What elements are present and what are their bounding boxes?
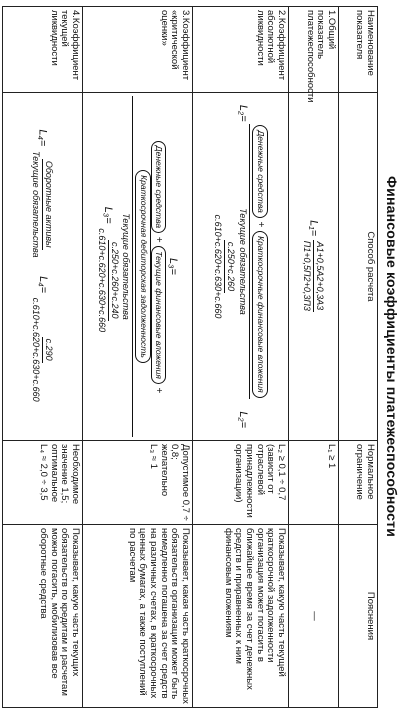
word-denominator: Текущие обязательства: [31, 151, 41, 258]
norm-text: (зависит от отраслевой принадлежности организации): [233, 444, 277, 518]
word-fraction: [31, 149, 54, 260]
formula-cell: [193, 93, 289, 441]
row-name: 4.Коэффициент текущей ликвидности: [3, 7, 83, 93]
page-title: Финансовые коэффициенты платежеспособности: [384, 175, 400, 538]
formula-lhs: L₄=: [36, 129, 49, 147]
formula-denominator: П1+0,5П2+0,3П3: [302, 240, 312, 311]
paren-group: Денежные средства: [151, 141, 167, 234]
formula-cell: [3, 93, 83, 441]
formula-numerator: с.290: [42, 337, 54, 363]
table-row: [3, 7, 83, 708]
note-cell: Показывает, какую часть текущей краткосрочной задолженности организация может погасить в ближайшее время за счет денежных средств и приравненных к ним финансовым вложениям: [193, 525, 289, 708]
formula-cell: [289, 93, 339, 441]
formula-lhs: L₂=: [236, 411, 249, 429]
note-cell: Показывает, какая часть краткосрочных обязательств организации может быть немедленно погашена за счет средств на различных счетах, в краткосрочных ценных бумагах, а также поступлений по расчетам: [83, 525, 193, 708]
norm-cell: [83, 441, 193, 525]
norm-formula: Допустимое 0,7 ÷ 0,8;: [169, 444, 191, 521]
header-name: Наименование показателя: [339, 7, 378, 93]
plus-sign: +: [254, 221, 266, 228]
word-numerator: Оборотные активы: [42, 159, 54, 250]
row-name: 1.Общий показатель платежеспособности: [289, 7, 339, 93]
formula-numerator: с.250+с.260: [224, 240, 236, 293]
note-cell: Показывает, какую часть текущих обязательств по кредитам и расчетам можно погасить, мобилизовав все оборотные средства: [3, 525, 83, 708]
formula-numerator: А1+0,5А2+0,3А3: [313, 240, 325, 313]
formula-lhs: L₄=: [36, 276, 49, 294]
norm-text: оптимальное: [48, 444, 60, 503]
norm-formula: L₂ ≥ 0,1 ÷ 0,7: [276, 444, 287, 501]
paren-group: Краткосрочные финансовые вложения: [252, 231, 268, 398]
norm-cell: [289, 441, 339, 525]
formula-fraction: [31, 296, 54, 404]
word-formula: Денежные средства + Текущие финансовые вложения + Краткосрочная дебиторская задолженность Текущие обязательства: [121, 96, 166, 437]
norm-formula: Необходимое значение 1,5;: [59, 444, 81, 505]
word-denominator: Текущие обязательства: [121, 96, 133, 437]
norm-formula: L₁ ≥ 1: [326, 444, 337, 469]
norm-extra: L₃ ≈ 1: [148, 444, 160, 469]
word-denominator: Текущие обязательства: [238, 124, 250, 398]
row-name: 3.Коэффициент «критической оценки»: [83, 7, 193, 93]
table-row: [83, 7, 193, 708]
word-formula: [238, 124, 268, 398]
table-row: [289, 7, 339, 708]
header-row: [339, 7, 378, 708]
paren-group: Текущие финансовые вложения: [151, 246, 167, 384]
formula-denominator: с.610+с.620+с.630+с.660: [213, 214, 224, 319]
row-name: 2.Коэффициент абсолютной ликвидности: [193, 7, 289, 93]
header-method: Способ расчета: [339, 93, 378, 441]
formula-lhs: L₂=: [236, 104, 249, 122]
formula-cell: [83, 93, 193, 441]
formula-fraction: [213, 213, 236, 321]
formula-denominator: с.610+с.620+с.630+с.660: [96, 228, 107, 333]
formula-numerator: с.250+с.260+с.240: [108, 240, 120, 321]
formula-lhs: L₃=: [166, 258, 179, 275]
ratios-table: [2, 6, 378, 708]
header-norm: Нормальное ограничение: [339, 441, 378, 525]
norm-text: желательно: [158, 444, 170, 497]
table-row: [193, 7, 289, 708]
norm-cell: [3, 441, 83, 525]
note-cell: —: [289, 525, 339, 708]
formula-lhs: L₁=: [307, 220, 320, 237]
header-note: Пояснения: [339, 525, 378, 708]
formula-denominator: с.610+с.620+с.630+с.660: [31, 297, 41, 402]
formula-lhs: L₃=: [102, 206, 115, 224]
formula-fraction: [96, 226, 119, 334]
paren-group: Денежные средства: [252, 125, 268, 218]
norm-cell: [193, 441, 289, 525]
formula-fraction: [302, 239, 325, 313]
norm-extra: L₄ ≈ 2,0 ÷ 3,5: [38, 444, 50, 501]
paren-group: Краткосрочная дебиторская задолженность: [135, 170, 151, 363]
